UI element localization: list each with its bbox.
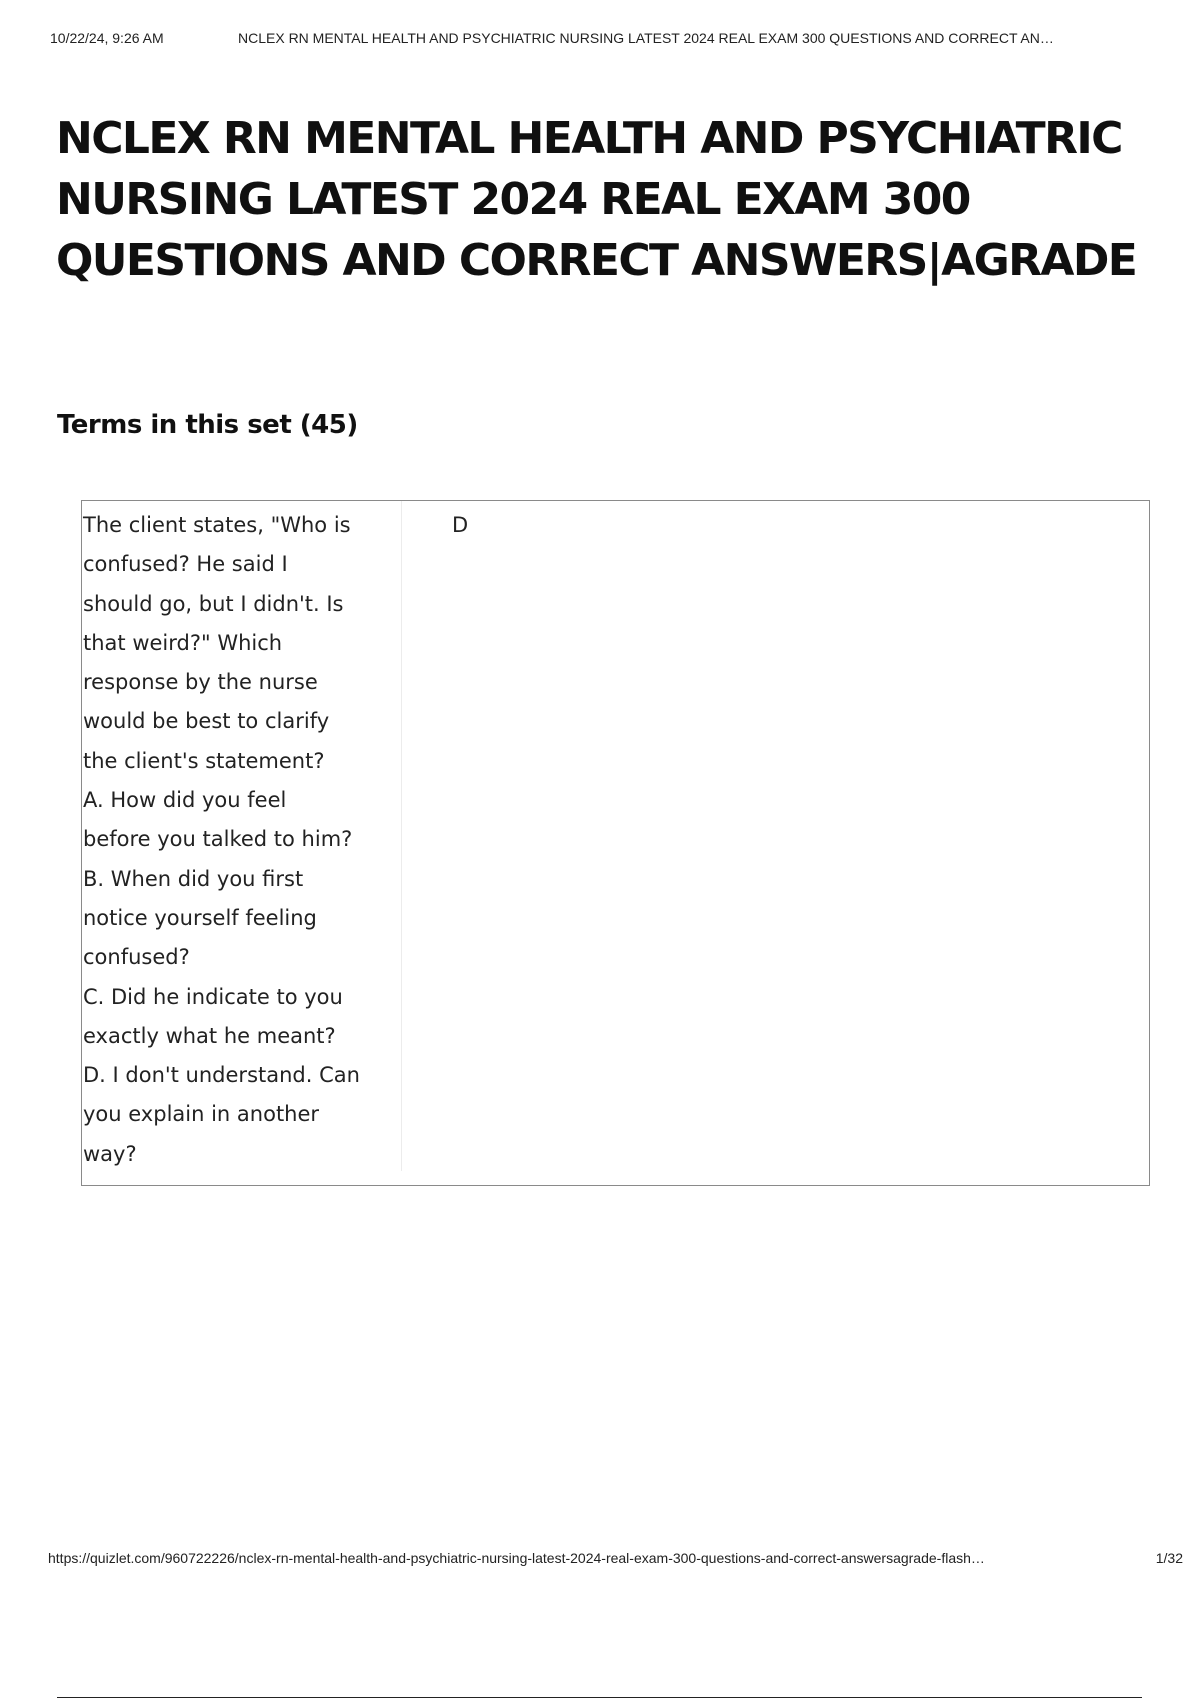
term-line: confused? bbox=[83, 945, 190, 970]
print-footer bbox=[48, 1550, 1183, 1570]
term-line: exactly what he meant? bbox=[83, 1023, 336, 1048]
term-line: way? bbox=[83, 1141, 137, 1166]
term-line: B. When did you first bbox=[83, 866, 304, 891]
flashcard-definition: D bbox=[452, 513, 469, 537]
page-title bbox=[56, 108, 1166, 291]
flashcard bbox=[81, 500, 1150, 1186]
term-line: before you talked to him? bbox=[83, 827, 353, 852]
print-datetime: 10/22/24, 9:26 AM bbox=[50, 30, 164, 46]
print-header bbox=[50, 30, 1180, 50]
flashcard-term bbox=[82, 501, 402, 1171]
term-line: D. I don't understand. Can bbox=[83, 1063, 360, 1088]
page-bottom-divider bbox=[57, 1697, 1142, 1698]
term-line: A. How did you feel bbox=[83, 788, 287, 813]
term-line: should go, but I didn't. Is bbox=[83, 591, 344, 616]
page-title-line: NCLEX RN MENTAL HEALTH AND PSYCHIATRIC bbox=[56, 113, 1122, 164]
term-line: that weird?" Which bbox=[83, 630, 283, 655]
term-line: C. Did he indicate to you bbox=[83, 984, 343, 1009]
term-line: you explain in another bbox=[83, 1102, 320, 1127]
page-title-line: NURSING LATEST 2024 REAL EXAM 300 bbox=[56, 174, 970, 225]
term-line: would be best to clarify bbox=[83, 709, 330, 734]
page-number: 1/32 bbox=[1155, 1550, 1183, 1566]
page-title-line: QUESTIONS AND CORRECT ANSWERS|AGRADE bbox=[56, 235, 1137, 286]
term-line: The client states, "Who is bbox=[83, 513, 351, 537]
term-line: response by the nurse bbox=[83, 670, 318, 695]
term-line: notice yourself feeling bbox=[83, 905, 317, 930]
print-document-title: NCLEX RN MENTAL HEALTH AND PSYCHIATRIC NURSING LATEST 2024 REAL EXAM 300 QUESTIONS AND CORRECT AN… bbox=[238, 30, 1054, 46]
terms-heading: Terms in this set (45) bbox=[57, 410, 358, 440]
term-line: confused? He said I bbox=[83, 552, 288, 577]
print-source-url: https://quizlet.com/960722226/nclex-rn-mental-health-and-psychiatric-nursing-latest-2024-real-exam-300-questions-and-correct-answersagrade-flash… bbox=[48, 1550, 985, 1566]
term-line: the client's statement? bbox=[83, 748, 325, 773]
